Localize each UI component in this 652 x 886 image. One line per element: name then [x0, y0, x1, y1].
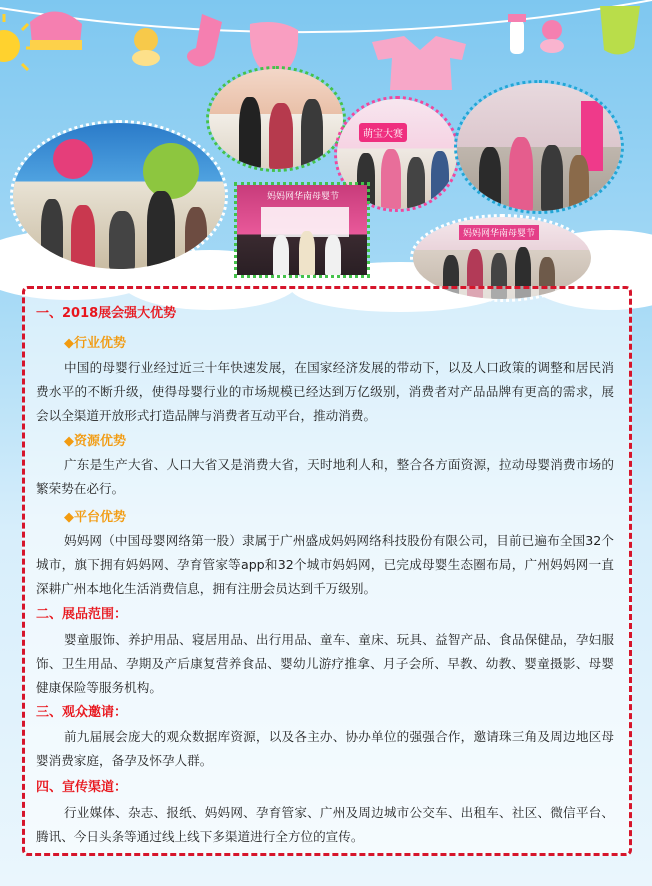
- subheading-platform: ◆平台优势: [64, 510, 126, 525]
- paragraph-platform: 妈妈网（中国母婴网络第一股）隶属于广州盛成妈妈网络科技股份有限公司，目前已遍布全国32个城市，旗下拥有妈妈网、孕育管家等app和32个城市妈妈网，已完成母婴生态圈布局，广州妈妈网一直深耕广州本地化生活消费信息，拥有注册会员达到千万级别。: [36, 533, 614, 596]
- expo-photo-visitors: [10, 120, 228, 272]
- paragraph-exhibits: 婴童服饰、养护用品、寝居用品、出行用品、童车、童床、玩具、益智产品、食品保健品，孕妇服饰、卫生用品、孕期及产后康复营养食品、婴幼儿游疗推拿、月子会所、早教、幼教、婴童摄影、母婴健康保险等服务机构。: [36, 632, 614, 695]
- section-heading-exhibits: 二、展品范围：: [36, 607, 128, 622]
- paragraph-industry: 中国的母婴行业经过近三十年快速发展，在国家经济发展的带动下，以及人口政策的调整和居民消费水平的不断升级，使得母婴行业的市场规模已经达到万亿级别，消费者对产品品牌有更高的需求，展会以全渠道开放形式打造品牌与消费者互动平台，推动消费。: [36, 360, 614, 423]
- paragraph-promotion: 行业媒体、杂志、报纸、妈妈网、孕育管家、广州及周边城市公交车、出租车、社区、微信平台、腾讯、今日头条等通过线上线下多渠道进行全方位的宣传。: [36, 805, 614, 844]
- expo-photo-stage: [234, 182, 370, 278]
- sock-icon: [187, 14, 222, 67]
- banner-label: 妈妈网华南母婴节: [267, 192, 340, 202]
- baby-hat-icon: [30, 11, 82, 50]
- subheading-resources: ◆资源优势: [64, 434, 126, 449]
- onesie-icon: [372, 36, 466, 90]
- pacifier-icon: [132, 28, 160, 66]
- pacifier-icon-2: [540, 20, 564, 53]
- sun-icon: [0, 14, 34, 70]
- section-heading-promotion: 四、宣传渠道：: [36, 780, 128, 795]
- paragraph-resources: 广东是生产大省、人口大省又是消费大省，天时地利人和，整合各方面资源，拉动母婴消费市场的繁荣势在必行。: [36, 457, 614, 496]
- expo-photo-shopping: [206, 66, 346, 172]
- paragraph-audience: 前九届展会庞大的观众数据库资源，以及各主办、协办单位的强强合作，邀请珠三角及周边地区母婴消费家庭，备孕及怀孕人群。: [36, 729, 614, 768]
- expo-photo-booth: [454, 80, 624, 214]
- section-heading-audience: 三、观众邀请：: [36, 705, 128, 720]
- section-heading-advantages: 一、2018展会强大优势: [36, 306, 177, 321]
- banner-label: 萌宝大赛: [359, 123, 407, 142]
- banner-label: 妈妈网华南母婴节: [459, 225, 539, 240]
- bottle-icon: [508, 14, 526, 54]
- sock-icon-2: [600, 6, 640, 55]
- subheading-industry: ◆行业优势: [64, 336, 126, 351]
